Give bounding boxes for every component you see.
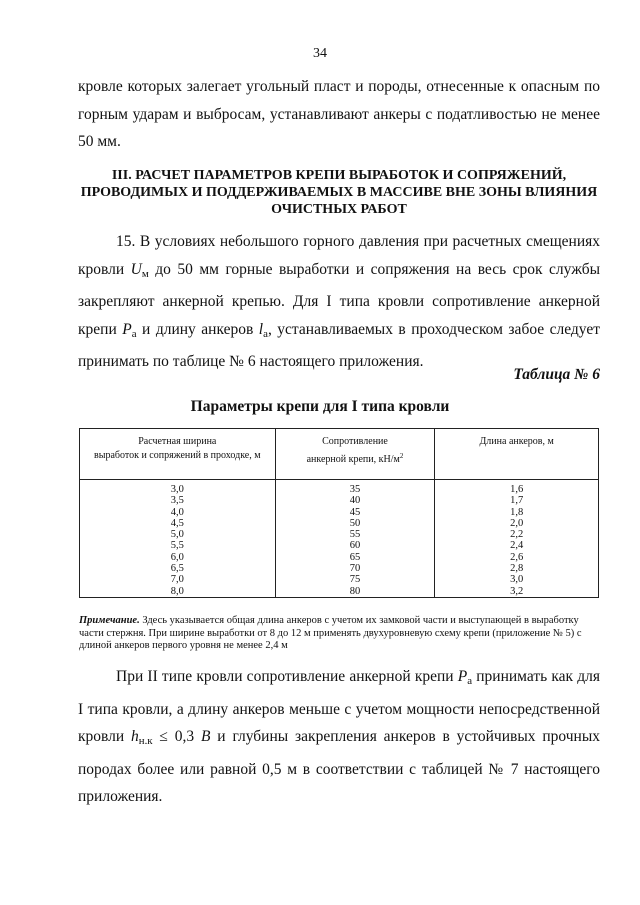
cell-width: 3,0 <box>80 480 276 496</box>
cell-resistance: 80 <box>275 586 435 598</box>
table-row <box>80 586 599 598</box>
header-length: Длина анкеров, м <box>435 429 599 480</box>
table-row <box>80 518 599 529</box>
cell-resistance: 55 <box>275 529 435 540</box>
symbol-h: h <box>131 728 139 745</box>
cell-width: 5,0 <box>80 529 276 540</box>
cell-width: 3,5 <box>80 495 276 506</box>
cell-resistance: 35 <box>275 480 435 496</box>
table-title: Параметры крепи для I типа кровли <box>190 398 450 415</box>
cell-resistance: 50 <box>275 518 435 529</box>
section-heading-line1: III. РАСЧЕТ ПАРАМЕТРОВ КРЕПИ ВЫРАБОТОК И СОПРЯЖЕНИЙ, <box>111 168 567 183</box>
intro-paragraph: кровле которых залегает угольный пласт и породы, отнесенные к опасным по горным ударам и выбросам, устанавливают анкеры с податливостью не менее 50 мм. <box>78 78 600 150</box>
table-row <box>80 540 599 551</box>
cell-resistance: 60 <box>275 540 435 551</box>
header-resistance: Сопротивление анкерной крепи, $кН/м^2$ <box>275 429 435 480</box>
cell-resistance: 45 <box>275 507 435 518</box>
cell-length: 3,0 <box>435 574 599 585</box>
table-row <box>80 480 599 496</box>
table-row <box>80 507 599 518</box>
cell-length: 1,7 <box>435 495 599 506</box>
cell-width: 4,0 <box>80 507 276 518</box>
cell-width: 8,0 <box>80 586 276 598</box>
symbol-l: l <box>258 320 264 338</box>
symbol-p: P <box>457 668 468 685</box>
page-number: 34 <box>313 46 327 61</box>
cell-resistance: 75 <box>275 574 435 585</box>
cell-length: 1,6 <box>435 480 599 496</box>
note-label: Примечание. <box>79 615 140 626</box>
table-row <box>80 529 599 540</box>
paragraph-type-ii: При II типе кровли сопротивление анкерной крепи $P_а$ принимать как для I типа кровли, а длину анкеров меньше с учетом мощности непосредственной кровли $h_{н.к} \le 0,3$ B и глубины закрепления анкеров в устойчивых прочных породах более или равной 0,5 м в соответствии с таблицей № 7 настоящего приложения. <box>78 668 600 805</box>
table-row <box>80 495 599 506</box>
symbol-u: U <box>130 260 142 278</box>
cell-width: 4,5 <box>80 518 276 529</box>
cell-width: 6,5 <box>80 563 276 574</box>
table-note <box>79 615 599 653</box>
symbol-b: B <box>201 728 211 745</box>
header-width: Расчетная ширина выработок и сопряжений в проходке, м <box>80 429 276 480</box>
table-row <box>80 574 599 585</box>
cell-resistance: 70 <box>275 563 435 574</box>
paragraph-15: 15. В условиях небольшого горного давления при расчетных смещениях кровли $U_м$ до 50 мм горные выработки и сопряжения на весь срок службы закрепляют анкерной крепью. Для I типа кровли сопротивление анкерной крепи $P_а$ и длину анкеров $l_а$, устанавливаемых в проходческом забое следует принимать по таблице № 6 настоящего приложения. <box>78 233 601 370</box>
table-number: Таблица № 6 <box>513 366 600 383</box>
cell-resistance: 65 <box>275 552 435 563</box>
section-heading-line3: ОЧИСТНЫХ РАБОТ <box>271 202 407 217</box>
note-text: Здесь указывается общая длина анкеров с учетом их замковой части и выступающей в выработку части стержня. При ширине выработки от 8 до 12 м применять двухуровневую схему крепи (приложение № 5) с длиной анкеров первого уровня не менее 2,4 м <box>79 615 582 651</box>
table-row <box>80 563 599 574</box>
table-body <box>80 480 599 598</box>
symbol-p: P <box>122 320 132 338</box>
cell-width: 6,0 <box>80 552 276 563</box>
section-heading-line2: ПРОВОДИМЫХ И ПОДДЕРЖИВАЕМЫХ В МАССИВЕ ВНЕ ЗОНЫ ВЛИЯНИЯ <box>80 185 598 200</box>
table-row <box>80 552 599 563</box>
cell-length: 2,4 <box>435 540 599 551</box>
cell-resistance: 40 <box>275 495 435 506</box>
cell-length: 2,6 <box>435 552 599 563</box>
cell-length: 3,2 <box>435 586 599 598</box>
cell-length: 2,0 <box>435 518 599 529</box>
cell-width: 5,5 <box>80 540 276 551</box>
cell-length: 2,8 <box>435 563 599 574</box>
cell-length: 1,8 <box>435 507 599 518</box>
cell-length: 2,2 <box>435 529 599 540</box>
parameters-table <box>79 428 599 598</box>
table-header-row <box>80 429 599 480</box>
section-heading <box>78 167 600 218</box>
cell-width: 7,0 <box>80 574 276 585</box>
